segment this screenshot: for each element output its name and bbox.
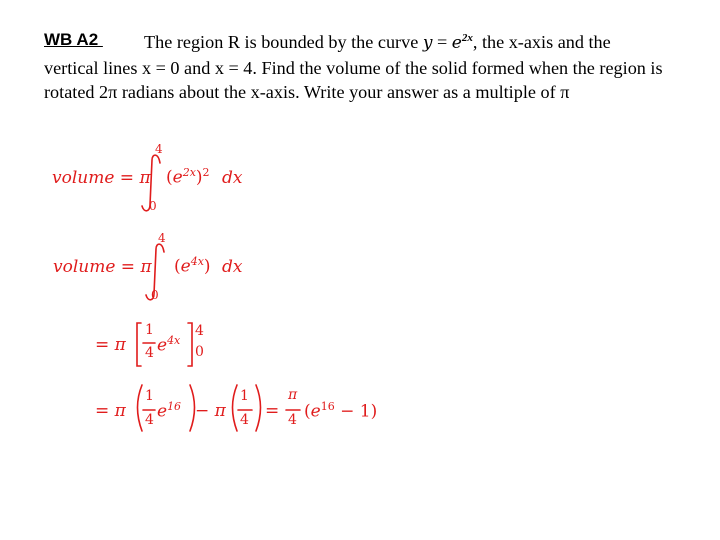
line3-frac-den: 4 <box>145 345 154 361</box>
equation-operator: = <box>432 32 452 52</box>
line1-dx: dx <box>222 168 243 188</box>
line3-left-bracket <box>137 323 141 366</box>
equation-lhs: y <box>422 33 433 53</box>
line2-integrand: $(e^{4x})$ <box>174 255 211 277</box>
line2-lhs: volume = π <box>53 257 152 277</box>
line4-result-den: 4 <box>288 412 297 428</box>
line4-paren-2-right <box>256 385 261 431</box>
line3-frac-num: 1 <box>145 322 154 338</box>
line4-term2-num: 1 <box>240 388 249 404</box>
line1-upper-limit: 4 <box>155 142 163 156</box>
line3-right-bracket <box>188 323 192 366</box>
line4-minus: − π <box>195 401 226 421</box>
line4-term1-exp: $e^{16}$ <box>157 400 182 422</box>
line3-lower-limit: 0 <box>195 344 204 360</box>
line2-lower-limit: 0 <box>151 288 159 302</box>
line2-dx: dx <box>222 257 243 277</box>
line1-integral-sign <box>142 155 160 211</box>
line1-integrand: $(e^{2x})^2$ <box>166 166 210 188</box>
line4-result-bracket: $(e^{16} - 1)$ <box>304 400 378 422</box>
line3-upper-limit: 4 <box>195 323 204 339</box>
line4-paren-1-left <box>138 385 143 431</box>
line4-equals: = π <box>95 401 126 421</box>
equation-base: e <box>451 33 462 53</box>
question-label: WB A2 <box>44 30 103 49</box>
line1-lhs: volume = π <box>52 168 151 188</box>
line3-exp-term: $e^{4x}$ <box>157 334 181 356</box>
line4-term1-num: 1 <box>145 388 154 404</box>
line2-integral-sign <box>146 244 164 300</box>
line4-term2-den: 4 <box>240 412 249 428</box>
line1-lower-limit: 0 <box>149 199 157 213</box>
question-text-start: The region R is bounded by the curve <box>144 32 423 52</box>
equation-exponent: 2x <box>461 31 473 44</box>
question-text-rest: , the x-axis and the vertical lines x = 0 and x = 4. Find the volume of the solid formed when the region is rotated 2π radians about the x-axis. Write your answer as a multiple of π <box>44 32 663 102</box>
line4-paren-2-left <box>233 385 238 431</box>
line4-paren-1-right <box>190 385 195 431</box>
line4-result-num: π <box>288 387 298 403</box>
line3-equals: = π <box>95 335 126 355</box>
line2-upper-limit: 4 <box>158 231 166 245</box>
line4-equals-2: = <box>265 401 280 421</box>
line4-term1-den: 4 <box>145 412 154 428</box>
